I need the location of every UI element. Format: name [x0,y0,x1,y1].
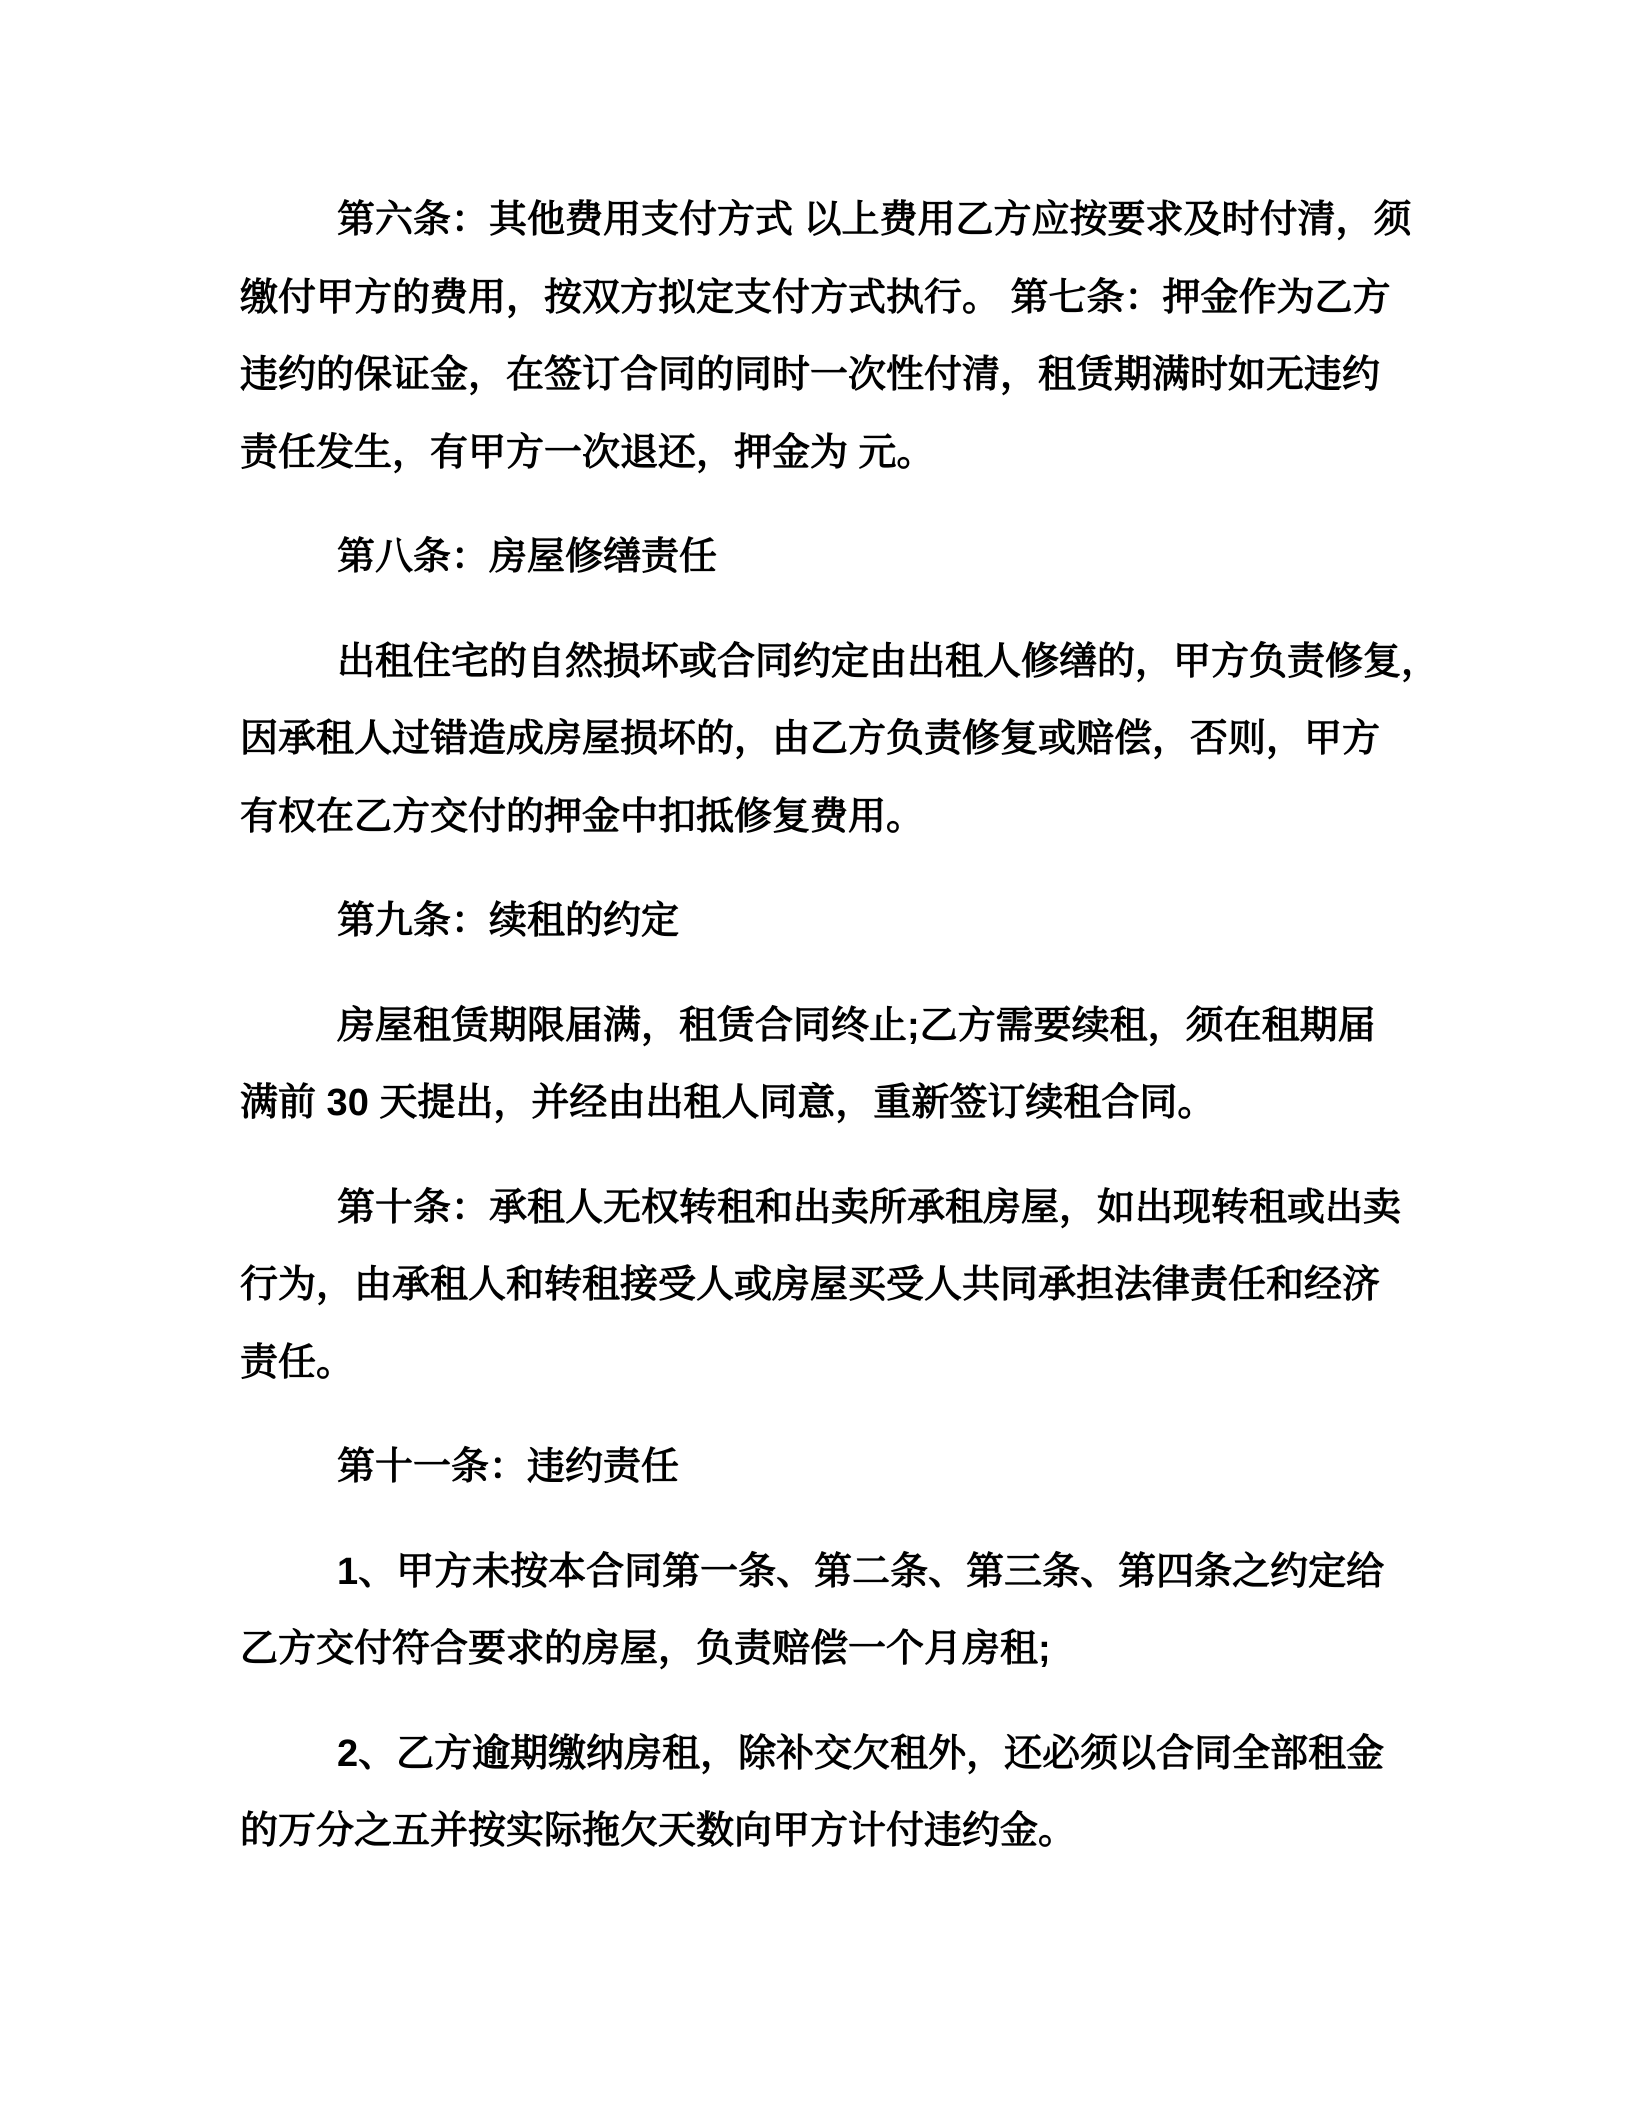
text-line: 责任。 [240,1341,355,1384]
clause-heading [240,883,1500,961]
text-line: 第十条：承租人无权转租和出卖所承租房屋，如出现转租或出卖 [337,1186,1402,1229]
clause-heading [240,519,1500,597]
clause [240,1170,1500,1403]
text-line: 乙方交付符合要求的房屋，负责赔偿一个月房租; [240,1628,1051,1670]
contract-text [240,182,1500,1898]
text-line: 第八条：房屋修缮责任 [337,536,718,578]
text-line: 缴付甲方的费用，按双方拟定支付方式执行。 第七条：押金作为乙方 [240,276,1391,319]
text-line: 1、甲方未按本合同第一条、第二条、第三条、第四条之约定给 [337,1550,1385,1593]
text-line: 第六条：其他费用支付方式 以上费用乙方应按要求及时付清，须 [337,199,1412,241]
text-line: 房屋租赁期限届满，租赁合同终止;乙方需要续租，须在租期届 [337,1004,1376,1047]
text-line: 满前 30 天提出，并经由出租人同意，重新签订续租合同。 [240,1082,1216,1124]
text-line: 2、乙方逾期缴纳房租，除补交欠租外，还必须以合同全部租金 [337,1732,1385,1775]
text-line: 的万分之五并按实际拖欠天数向甲方计付违约金。 [240,1810,1077,1852]
text-line: 第九条：续租的约定 [337,900,680,942]
text-line: 责任发生，有甲方一次退还，押金为 元。 [240,431,935,474]
clause [240,624,1500,857]
text-line: 行为，由承租人和转租接受人或房屋买受人共同承担法律责任和经济 [240,1264,1381,1306]
clause-item [240,1716,1500,1871]
clause [240,988,1500,1143]
text-line: 有权在乙方交付的押金中扣抵修复费用。 [240,795,925,838]
text-line: 出租住宅的自然损坏或合同约定由出租人修缮的，甲方负责修复， [337,640,1440,683]
text-line: 违约的保证金，在签订合同的同时一次性付清，租赁期满时如无违约 [240,354,1381,396]
clause [240,182,1500,492]
clause-item [240,1534,1500,1689]
text-line: 因承租人过错造成房屋损坏的，由乙方负责修复或赔偿，否则，甲方 [240,718,1381,760]
text-line: 第十一条：违约责任 [337,1446,680,1488]
clause-heading [240,1429,1500,1507]
